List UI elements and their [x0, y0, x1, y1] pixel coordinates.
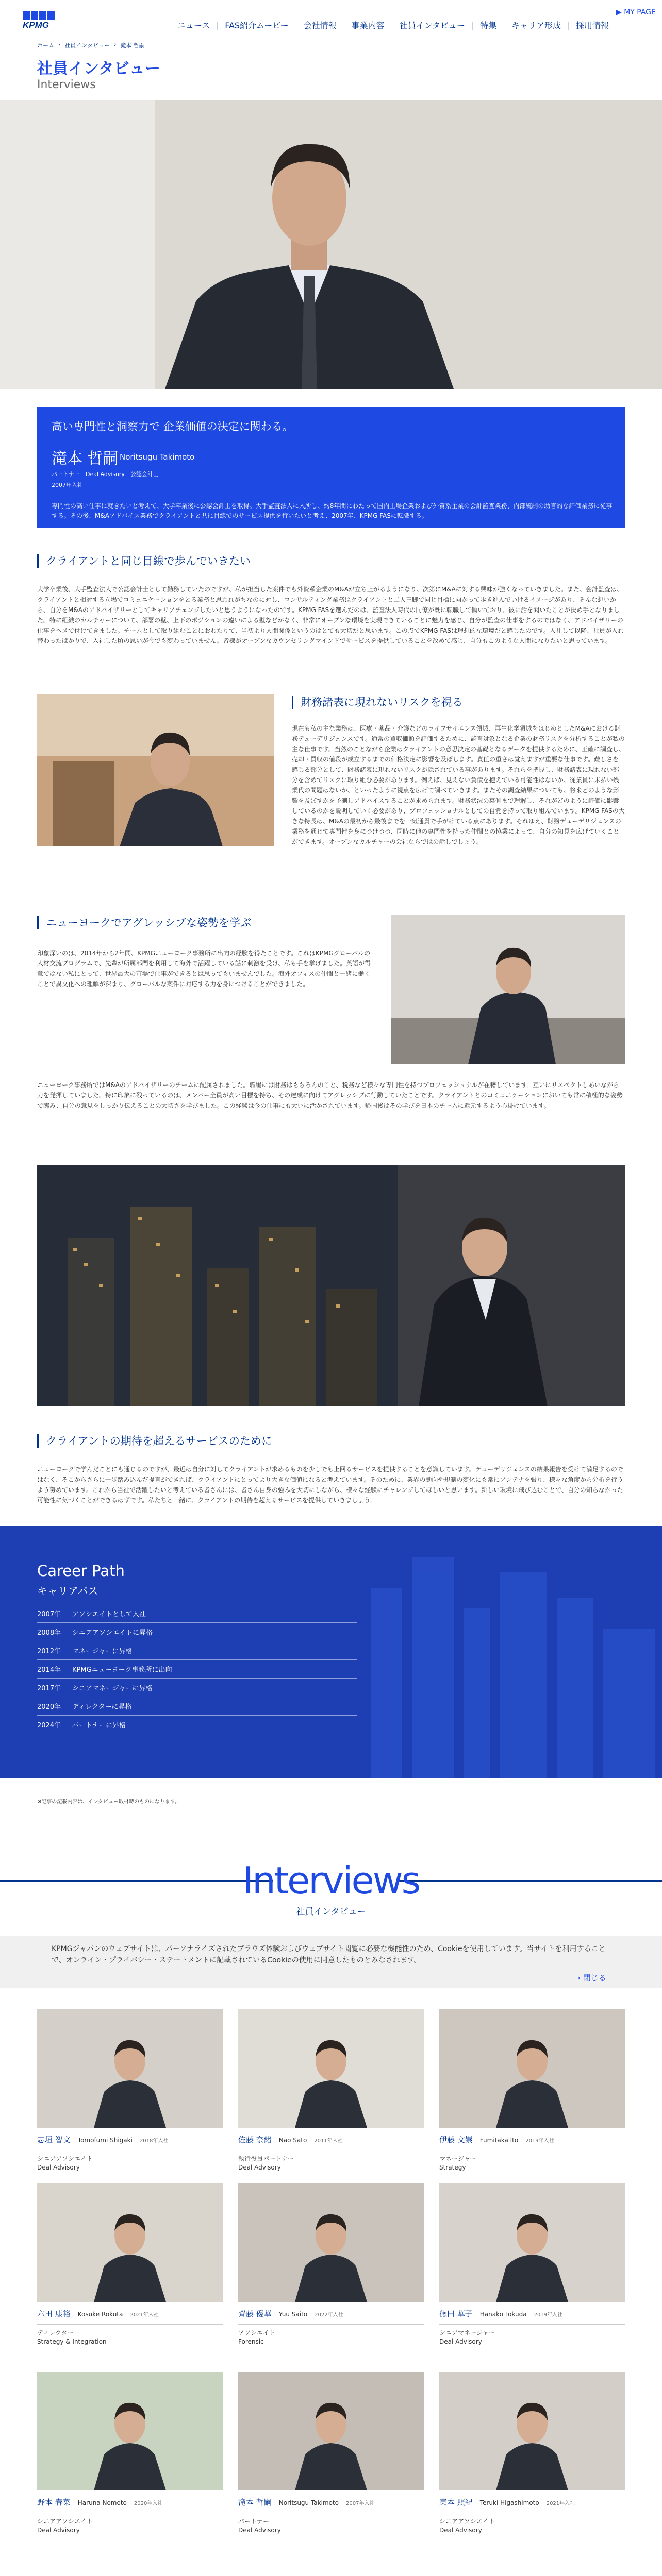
interview-card-photo — [238, 2009, 424, 2128]
interview-card-photo — [37, 2183, 223, 2302]
interview-card-name: 志垣 智文 — [37, 2135, 71, 2144]
section-heading: クライアントと同じ目線で歩んでいきたい — [37, 554, 251, 568]
nav-company[interactable]: 会社情報 — [296, 22, 344, 30]
interview-card-photo — [37, 2009, 223, 2128]
section-text: 現在も私の主な業務は、医療・薬品・介護などのライフサイエンス領域、再生化学領域をはじめとしたM&Aにおける財務デューデリジェンスです。通常の買収価額を評価するために、監査対象となる企業の財務リスクを分析することが私の主な仕事です。当然のことながら企業はクライアントの意思決定の基礎となるデータを提供するために、正確に調査し、売却・買収の値段が成立するまでの価格決定に影響を及ぼします。責任の重さは覚えますが重要な仕事です。難しさを感じる部分として、財務諸表に現れないリスクが隠されている事があります。それらを把握し、財務諸表に現れない部分を含めてリスクに取り組む必要があります。例えば、見えない負債を抱えている可能性はないか、従業員に未払い残業代の問題はないか、といったように視点を広げて調べていきます。またその調査結果についても、将来どのような影響を及ぼすかを予測しアドバイスすることが求められます。財務状況の裏側まで理解し、それがどのように評価に影響しているのかを説明していく必要があり、プロフェッショナルとしての自覚を持って取り組んでいます。KPMG FASの大きな特長は、M&Aの最初から最後までを一気通貫で手がけている点にあります。それゆえ、財務デューデリジェンスの業務を通じて専門性を身につけつつ、同時に他の専門性を持った仲間との協業によって、自分の知見を広げていくことができます。オープンなカルチャーの会社ならではの話しでしょう。 — [292, 725, 625, 845]
interview-card-roman: Noritsugu Takimoto — [278, 2499, 339, 2506]
nav-feature[interactable]: 特集 — [473, 22, 504, 30]
nav-movie[interactable]: FAS紹介ムービー — [218, 22, 296, 30]
interview-card-roman: Haruna Nomoto — [77, 2499, 127, 2506]
section-heading: 財務諸表に現れないリスクを視る — [292, 696, 463, 709]
global-nav — [170, 22, 616, 30]
interview-card-year: 2021年入社 — [130, 2312, 159, 2318]
nav-career[interactable]: キャリア形成 — [504, 22, 569, 30]
interview-card-roman: Teruki Higashimoto — [479, 2499, 539, 2506]
interview-card-name: 徳田 華子 — [439, 2309, 473, 2318]
interview-card-name: 伊藤 文崇 — [439, 2135, 473, 2144]
interview-card-role: シニアマネージャー — [439, 2329, 495, 2336]
interview-card[interactable] — [37, 2183, 223, 2346]
page-subtitle: Interviews — [37, 78, 96, 91]
interview-card-photo — [238, 2183, 424, 2302]
breadcrumb-current: 滝本 哲嗣 — [120, 42, 145, 49]
profile-role: パートナー Deal Advisory 公認会計士 — [52, 471, 159, 478]
section-heading: ニューヨークでアグレッシブな姿勢を学ぶ — [37, 916, 251, 929]
career-row: 2024年 パートナーに昇格 — [37, 1716, 357, 1734]
interview-card-dept: Deal Advisory — [439, 2527, 482, 2534]
interview-card-role: パートナー — [238, 2518, 270, 2525]
interview-card-roman: Tomofumi Shigaki — [77, 2137, 133, 2144]
interview-card-year: 2011年入社 — [314, 2138, 343, 2144]
nav-news[interactable]: ニュース — [170, 22, 218, 30]
interview-card[interactable] — [439, 2183, 625, 2346]
profile-summary: 専門性の高い仕事に就きたいと考えて、大学卒業後に公認会計士を取得。大手監査法人に入所し、約8年間にわたって国内上場企業および外資系企業の会計監査業務、内部統制の助言的な評価業務に従事する。その後、M&Aアドバイス業務でクライアントと共に目線でのサービス提供を行いたいと考え、2007年、KPMG FASに転職する。 — [52, 502, 613, 519]
interview-card-dept: Deal Advisory — [439, 2338, 482, 2345]
section-text-2: ニューヨーク事務所ではM&Aのアドバイザリーのチームに配属されました。職場には財務はもちろんのこと、税務など様々な専門性を持つプロフェッショナルが在籍しています。互いにリスペクトしあいながら力を発揮していました。特に印象に残っているのは、メンバー全員が高い目標を持ち、その達成に向けてアグレッシブに行動していたことです。クライアントとのコミュニケーションにおいても常に積極的な姿勢で臨み、自分の意見をしっかり伝えることの大切さを学びました。この経験は今の仕事にも大いに活かされています。帰国後はその学びを日本のチームに還元するよう心掛けています。 — [37, 1081, 623, 1109]
interview-card-photo — [37, 2372, 223, 2490]
disclaimer-note: ※記事の記載内容は、インタビュー取材時のものになります。 — [37, 1799, 180, 1805]
career-row: 2020年 ディレクターに昇格 — [37, 1697, 357, 1716]
interview-card-dept: Deal Advisory — [37, 2527, 80, 2534]
career-title: Career Path — [37, 1562, 125, 1580]
interviews-title: Interviews — [242, 1859, 420, 1902]
interview-card-dept: Deal Advisory — [37, 2164, 80, 2171]
section-text: 印象深いのは、2014年から2年間、KPMGニューヨーク事務所に出向の経験を得たことです。これはKPMGグローバルの人材交流プログラムで、先輩が所属部門を利用して海外で活躍している話に刺激を受け、私も手を挙げました。英語が得意ではない私にとって、世界最大の市場で仕事ができるとは思ってもいませんでした。海外オフィスの仲間と一緒に働くことで異文化への理解が深まり、グローバルな案件に対応する力を身につけることができました。 — [37, 950, 371, 988]
interview-card-year: 2007年入社 — [346, 2501, 375, 2506]
interview-card-name: 滝本 哲嗣 — [238, 2498, 272, 2507]
hero-photo — [0, 100, 662, 389]
interview-card-role: シニアアソシエイト — [37, 2155, 93, 2162]
career-row: 2017年 シニアマネージャーに昇格 — [37, 1679, 357, 1697]
profile-roman-name: Noritsugu Takimoto — [120, 452, 195, 462]
office-photo — [37, 694, 274, 846]
interview-card-dept: Strategy — [439, 2164, 466, 2171]
interview-card-year: 2022年入社 — [315, 2312, 343, 2318]
interview-card-photo — [439, 2009, 625, 2128]
interview-card-roman: Kosuke Rokuta — [77, 2311, 123, 2318]
interview-card-role: ディレクター — [37, 2329, 74, 2336]
interview-card-year: 2019年入社 — [525, 2138, 554, 2144]
nav-recruit[interactable]: 採用情報 — [576, 21, 609, 30]
profile-name: 滝本 哲嗣 — [52, 450, 119, 468]
page-title: 社員インタビュー — [37, 60, 160, 78]
interview-card-photo — [439, 2183, 625, 2302]
interview-card-roman: Yuu Saito — [278, 2311, 308, 2318]
cookie-close-button[interactable]: › 閉じる — [577, 1973, 606, 1982]
interview-card-name: 佐藤 奈緒 — [238, 2135, 272, 2144]
chevron-right-icon: › — [577, 1973, 583, 1982]
breadcrumb-interviews[interactable]: 社員インタビュー — [64, 42, 110, 49]
interviews-subtitle: 社員インタビュー — [296, 1907, 366, 1917]
interview-card[interactable] — [238, 2009, 424, 2172]
interview-card[interactable] — [238, 2183, 424, 2346]
interview-card-role: 執行役員パートナー — [238, 2155, 294, 2162]
breadcrumb-home[interactable]: ホーム — [37, 42, 54, 49]
career-row: 2007年 アソシエイトとして入社 — [37, 1604, 357, 1623]
career-row: 2008年 シニアアソシエイトに昇格 — [37, 1623, 357, 1641]
interview-card-roman: Fumitaka Ito — [479, 2137, 519, 2144]
career-subtitle: キャリアパス — [37, 1585, 98, 1597]
interview-card-role: シニアアソシエイト — [439, 2518, 495, 2525]
interview-card-name: 野本 春菜 — [37, 2498, 71, 2507]
career-path — [0, 1526, 662, 1778]
interview-card[interactable] — [37, 2372, 223, 2535]
section-text: ニューヨークで学んだことにも通じるのですが、最近は自分に対してクライアントが求めるものを少しでも上回るサービスを提供することを意識しています。デューデリジェンスの結果報告を受けて満足するのではなく、そこからさらに一歩踏み込んだ提言ができれば、クライアントにとってより大きな価値になると考えています。そのために、業界の動向や規制の変化にも常にアンテナを張り、様々な角度から分析を行うよう努めています。これから当社で活躍したいと考えている皆さんには、皆さん自身の強みを大切にしながら、様々な経験にチャレンジしてほしいと思います。新しい環境に飛び込むことで、自分の知らなかった可能性に気づくことができるはずです。私たちと一緒に、クライアントの期待を超えるサービスを提供していきましょう。 — [37, 1466, 623, 1504]
interview-card-role: アソシエイト — [238, 2329, 276, 2336]
interview-card-photo — [238, 2372, 424, 2490]
interview-card[interactable] — [37, 2009, 223, 2172]
kpmg-logo[interactable] — [22, 10, 57, 30]
profile-headline: 高い専門性と洞察力で 企業価値の決定に関わる。 — [52, 420, 293, 433]
interview-card-dept: Deal Advisory — [238, 2527, 281, 2534]
interview-card-dept: Strategy & Integration — [37, 2338, 107, 2345]
career-row: 2014年 KPMGニューヨーク事務所に出向 — [37, 1660, 357, 1679]
interview-card-role: シニアアソシエイト — [37, 2518, 93, 2525]
interview-card[interactable] — [238, 2372, 424, 2535]
logo-text: KPMG — [23, 20, 49, 30]
user-icon: ▶ — [616, 8, 624, 16]
cookie-banner — [0, 1936, 662, 1988]
cookie-text: KPMGジャパンのウェブサイトは、パーソナライズされたブラウズ体験およびウェブサイト閲覧に必要な機能性のため、Cookieを使用しています。当サイトを利用することで、オンライン・プライバシー・ステートメントに記載されているCookieの使用に同意したものとみなされます。 — [52, 1945, 606, 1964]
interview-card-year: 2021年入社 — [546, 2501, 575, 2506]
section-heading: クライアントの期待を超えるサービスのために — [37, 1434, 272, 1448]
interview-card-photo — [439, 2372, 625, 2490]
interview-card-roman: Hanako Tokuda — [479, 2311, 527, 2318]
nav-interview[interactable]: 社員インタビュー — [392, 22, 473, 30]
interview-card-name: 齊藤 優華 — [238, 2309, 272, 2318]
site-header — [0, 0, 662, 37]
interview-card[interactable] — [439, 2372, 625, 2535]
nav-business[interactable]: 事業内容 — [344, 22, 392, 30]
career-row: 2012年 マネージャーに昇格 — [37, 1641, 357, 1660]
interview-card-year: 2019年入社 — [534, 2312, 563, 2318]
interview-card[interactable] — [439, 2009, 625, 2172]
interview-card-year: 2018年入社 — [139, 2138, 169, 2144]
interview-card-roman: Nao Sato — [278, 2137, 307, 2144]
interview-card-year: 2020年入社 — [134, 2501, 163, 2506]
interview-card-role: マネージャー — [439, 2155, 476, 2162]
interview-card-dept: Forensic — [238, 2338, 264, 2345]
interview-card-dept: Deal Advisory — [238, 2164, 281, 2171]
interview-card-name: 東本 照紀 — [439, 2498, 473, 2507]
seated-photo — [391, 915, 625, 1064]
profile-join-year: 2007年入社 — [52, 482, 83, 488]
night-view-photo — [37, 1165, 625, 1406]
breadcrumb: ホーム › 社員インタビュー › 滝本 哲嗣 — [37, 41, 145, 49]
mypage-link[interactable]: ▶ MY PAGE — [616, 8, 656, 16]
section-text: 大学卒業後、大手監査法人で公認会計士として勤務していたのですが、私が担当した案件でも外資系企業のM&Aが立ち上がるようになり、次第にM&Aに対する興味が強くなっていきました。また、会計監査は、クライアントと相対する立場でコミュニケーションをとる業務と思われがちなのに対し、コンサルティング業務はクライアントと二人三脚で同じ目標に向かって歩き進んでいけるイメージがあり、そんな想いから、自分をM&Aのアドバイザリーとしてキャリアチェンジしたいと思うようになったのです。KPMG FASを選んだのは、監査法人時代の同僚が既に転職して働いており、彼に話を聞いたことが決め手となりました。特に組織のカルチャーについて、部署の壁、上下のポジションの違いによる壁などがなく、非常にオープンな環境を実現できていることに魅力を感じ、自分が監査の仕事をするのではなく、アドバイザリーの仕事をへメで付けてきました。チームとして取り組むことにおわたりて、当初より人間関係というのはとても大切だと思います。この点でKPMG FASは理想的な環境だと感じたのです。入社して以降、社員が入れ替わったばかりで、入社した頃の思いが今でも変わっていません。皆様がオープンなカウンセリングマインドでサービスを提供していることを改めて感じ、自分もこのような人間になりたいと思っています。 — [37, 586, 624, 645]
interview-card-name: 六田 康裕 — [37, 2309, 71, 2318]
profile-box — [37, 407, 625, 528]
